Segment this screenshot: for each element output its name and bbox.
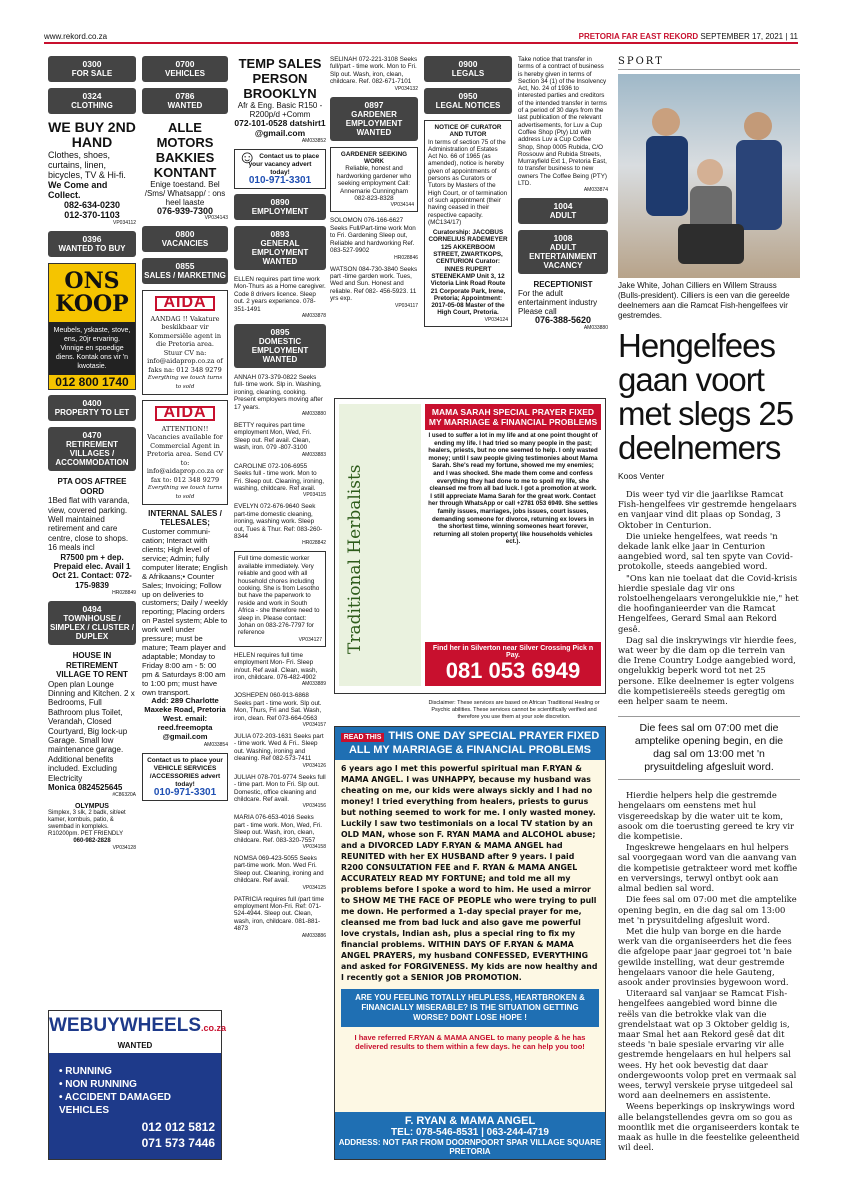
- category-header: 0700 VEHICLES: [142, 56, 228, 82]
- webuywheels-list: • RUNNING • NON RUNNING • ACCIDENT DAMAGED VEHICLES: [59, 1066, 172, 1116]
- aida-logo: AIDA: [155, 406, 214, 421]
- category-header: 1008 ADULT ENTERTAINMENT VACANCY: [518, 230, 608, 274]
- ad-phone[interactable]: 010-971-3301: [153, 786, 217, 798]
- aida-logo: AIDA: [155, 296, 214, 311]
- ad-phone[interactable]: 010-971-3301: [248, 175, 312, 186]
- article-byline: Koos Venter: [618, 471, 665, 481]
- ad-title: WE BUY 2ND HAND: [48, 119, 136, 150]
- category-header: 1004 ADULT: [518, 198, 608, 224]
- publication-name: PRETORIA FAR EAST REKORD: [578, 32, 699, 41]
- sport-article: [618, 56, 800, 1153]
- category-header: 0400 PROPERTY TO LET: [48, 395, 136, 421]
- webuywheels-ad: WEBUYWHEELS.co.za WANTED • RUNNING • NON RUNNING • ACCIDENT DAMAGED VEHICLES 012 012 5812 071 573 7446: [48, 1010, 222, 1160]
- header-right: PRETORIA FAR EAST REKORD SEPTEMBER 17, 2021 | 11: [578, 32, 798, 41]
- classifieds-column-2: [142, 56, 228, 801]
- category-header: 0893 GENERAL EMPLOYMENT WANTED: [234, 226, 326, 270]
- category-header: 0470 RETIREMENT VILLAGES / ACCOMMODATION: [48, 427, 136, 471]
- category-header: 0897 GARDENER EMPLOYMENT WANTED: [330, 97, 418, 141]
- classified-ad: HOUSE IN RETIREMENT VILLAGE TO RENT Open plan Lounge Dinning and Kitchen. 2 x Bedrooms, Full Bathroom plus Toilet, Verandah, Closed Courtyard, Big lock-up Garage. Small low maintenance garage. Additional benefits included. Excluding Electricity Monica 0824525645 #C86320A: [48, 651, 136, 799]
- category-header: 0494 TOWNHOUSE / SIMPLEX / CLUSTER / DUPLEX: [48, 601, 136, 645]
- classified-ad: INTERNAL SALES / TELESALES; Customer communi-cation; Interact with clients; High level of service; Admin; fully computer literate; English & Afrikaans;• Counter Sales; Invoicing; Follow up on deliveries to customers; Daily / weekly reporting; Placing orders on Pastel system; Able to work well under pressure; must be mature; Team player and adaptable; Monday to Friday 8:00 am - 5: 00 pm & Saturdays 8:00 am to 1:00 pm; must have own transport. Add: 289 Charlotte Maxeke Road, Pretoria West. email: reed.freemopta @gmail.com AM033854: [142, 509, 228, 748]
- place-advert-box: ☺ Contact us to place your vacancy advert today! 010-971-3301: [234, 149, 326, 189]
- category-header: 0786 WANTED: [142, 88, 228, 114]
- mascot-icon: ☺: [238, 147, 257, 167]
- category-header: 0800 VACANCIES: [142, 226, 228, 252]
- classified-ad: PTA OOS AFTREE OORD 1Bed flat with varanda, view, covered parking. Well maintained retirement and care centre, close to shops. 16 meals incl R7500 pm + dep. Prepaid elec. Avail 1 Oct 21. Contact: 072-175-9839 HR028849: [48, 477, 136, 597]
- classifieds-column-6: Take notice that transfer in terms of a contract of business is hereby given in terms of Section 34 (1) of the Insolvency Act, No. 24 of 1936 to interested parties and creditors of the intended transfer in terms of a period of 30 days from the last publication of the relevant advertisements, for Luv a Cup Coffee Shop (Pty) Ltd with address Luv a Cup Coffee Shop, Shop 0005 Rubida, C/O Rossouw and Rubida Streets, Murrayfield Ext 1, Pretoria East, to transfer business to new owners The Coffee Being (PTY) LTD. AM033874 1004 ADULT 1008 ADULT ENTERTAINMENT VACANCY RECEPTIONIST For the adult entertainment industry Please call 076-388-5620 AM033880: [518, 56, 608, 332]
- classifieds-column-1: [48, 56, 136, 856]
- ad-phone[interactable]: 081 053 6949: [445, 658, 581, 683]
- category-header: 0855 SALES / MARKETING: [142, 258, 228, 284]
- category-header: 0895 DOMESTIC EMPLOYMENT WANTED: [234, 324, 326, 368]
- classifieds-column-5: 0900 LEGALS 0950 LEGAL NOTICES NOTICE OF CURATOR AND TUTOR In terms of section 75 of the Administration of Estates Act No. 66 of 1965 (as amended), notice is hereby given of appointments of persons as Curators or Tutors by Masters of the High Court, or of termination of such appointment (their having ceased in their respective capacity. (MC134/17) Curatorship: JACOBUS CORNELIUS RADEMEYER 125 AKKERBOOM STREET, ZWARTKOPS, CENTURION Curator: INNES RUPERT STEENEKAMP Unit 3, 12 Victoria Link Road Route 21 Corporate Park, Irene, Pretoria; Appointment: 2017-05-08 Master of the High Court, Pretoria. VP034124: [424, 56, 512, 332]
- classifieds-column-3: TEMP SALES PERSON BROOKLYN Afr & Eng. Basic R150 - R200p/d +Comm 072-101-0528 datshirt1 @gmail.com AM033852 ☺ Contact us to place your vacancy advert today! 010-971-3301 0890 EMPLOYMENT 0893 GENERAL EMPLOYMENT WANTED ELLEN requires part time work Mon-Thurs as a Home caregiver. Code 8 drivers licence. Sleep out. 2 years experience. 078-351-1491 AM033878 0895 DOMESTIC EMPLOYMENT WANTED ANNAH 073-379-0822 Seeks full- time work. Slp in. Washing, ironing, cleaning, cooking. Present employers moving after 17 years. AM033880 BETTY requires part time employment Mon, Wed, Fri. Sleep out. Ref avail. Clean, wash, iron. 079 -807-3100 AM033883 CAROLINE 072-106-6955 Seeks full - time work. Mon to Fri. Sleep out. Cleaning, ironing, washing, childcare. Ref avail. VP034115 EVELYN 072-676-9640 Seek part-time domestic cleaning, ironing, washing work. Sleep out, Tues & Thur. Ref: 083-260-8344 HR028842 Full time domestic worker available immediately. Very reliable and good with all household chores including cooking. She is from Lesotho but have the paperwork to reside and work in South Africa - she therefore need to sleep in. Please contact: Johan on 083-276-7797 for reference VP034127 HELEN requires full time employment Mon- Fri. Sleep in/out. Ref avail. Clean, wash, iron, childcare. 076-482-4902 AM033889 JOSHEPEN 060-913-6868 Seeks part - time work. Slp out. Mon, Thurs, Fri and Sat. Wash, iron, clean. Ref 073-664-0563 VP034157 JULIA 072-203-1631 Seeks part - time work. Wed & Fri.. Sleep out. Washing, ironing and cleaning. Ref 082-573-7411 VP034126 JULIAH 078-701-9774 Seeks full - time part. Mon to Fri. Slp out. Domestic, office cleaning and childcare. Ref avail. VP034156 MARIA 076-653-4016 Seeks part - time work. Mon, Wed, Fri. Sleep out. Wash, iron, clean, childcare. Ref. 083-320-7557 VP034158 NOMSA 069-423-5055 Seeks part-time work. Mon. Wed Fri. Sleep out. Cleaning, ironing and childcare. Ref avail. VP034125 PATRICIA requires full /part time employment Mon-Fri. Ref: 071-524-4944. Sleep out. Clean, wash, iron, childcare. 081-881-4873 AM033886: [234, 56, 326, 939]
- photo-caption: Jake White, Johan Cilliers en Willem Strauss (Bulls-president). Cilliers is een van die gereelde deelnemers aan die Ramcat Fish-hengelfees vir gestremdes.: [618, 281, 790, 320]
- classified-ad: ALLE MOTORS BAKKIES KONTANT Enige toestand. Bel /Sms/ Whatsapp/ : ons heel laaste 076-939-7300 VP034143: [142, 120, 228, 221]
- webuywheels-logo: WEBUYWHEELS.co.za: [49, 1011, 221, 1053]
- place-advert-box: Contact us to place your VEHICLE SERVICES /ACCESSORIES advert today! 010-971-3301: [142, 753, 228, 801]
- article-headline: Hengelfees gaan voort met slegs 25 deelnemers: [618, 327, 794, 466]
- ad-phone[interactable]: 012 012 5812 071 573 7446: [141, 1120, 215, 1150]
- category-header: 0324 CLOTHING: [48, 88, 136, 114]
- aida-ad: AIDA AANDAG !! Vakature beskikbaar vir Kommersiële agent in die Pretoria area. Stuur CV na: info@aidaprop.co.za of faks na: 012 348 9279 Everything we touch turns to sold: [142, 290, 228, 395]
- ad-phone[interactable]: 076-939-7300: [156, 206, 214, 216]
- herbalist-side-panel: Traditional Herbalists: [339, 404, 421, 686]
- classified-ad: TEMP SALES PERSON BROOKLYN Afr & Eng. Basic R150 - R200p/d +Comm 072-101-0528 datshirt1 @gmail.com AM033852: [234, 56, 326, 144]
- classified-ad: OLYMPUS Simplex, 3 slk, 2 badk, sit/eet kamer, kombuis, patio, & swembad in kompleks. R10200pm. PET FRIENDLY 060-982-2828 VP034128: [48, 803, 136, 852]
- issue-date: SEPTEMBER 17, 2021: [700, 32, 784, 41]
- ad-phone[interactable]: 012 800 1740: [49, 375, 135, 389]
- classified-ad: WE BUY 2ND HAND Clothes, shoes, curtains, linen, bicycles, TV & Hi-fi. We Come and Collect. 082-634-0230 012-370-1103 VP034112: [48, 119, 136, 226]
- pull-quote: Die fees sal om 07:00 met die amptelike opening begin, en die dag sal om 13:00 met 'n prysuitdeling afgesluit word.: [618, 716, 800, 780]
- page-number: 11: [789, 32, 798, 41]
- site-url[interactable]: www.rekord.co.za: [44, 32, 108, 41]
- page-header: [44, 30, 798, 44]
- category-header: 0890 EMPLOYMENT: [234, 194, 326, 220]
- ad-phone[interactable]: 082-634-0230 012-370-1103: [63, 200, 121, 220]
- disclaimer: Disclaimer: These services are based on African Traditional Healing or Psychic abilities. These services cannot be scientifically verified and therefore you use them at your sole discretion.: [428, 700, 600, 720]
- herbalist-ad: Traditional Herbalists MAMA SARAH SPECIAL PRAYER FIXED MY MARRIAGE & FINANCIAL PROBLEMS I used to suffer a lot in my life and at one point thought of ending my life. I had tried so many people in the past; healers, priests, but no one seemed to help. I only wasted money; until I saw people giving testimonies about Mama Sarah. She's read my fortune, showed me my enemies; and I was shocked. She made them come and confess everything they had done to me to spoil my life, she cleansed me from all bad luck. I got a promotion at work. I still appreciate Mama Sarah for the great work. Contact her through WhatsApp or call +2781 053 6949. She settles family issues, marriages, jobs issues, court issues, demanding someone for divorce, returning ex lovers in the shortest time, winning someones heart forever, returning all stolen property( like households vehicles ect.). Find her in Silverton near Silver Crossing Pick n Pay. 081 053 6949: [334, 398, 606, 694]
- read-this-badge: READ THIS: [341, 733, 385, 742]
- article-body: Hierdie helpers help die gestremde hengelaars om eenstens met hul visgereedskap by die water uit te kom, asook om die toerusting gereed te kry vir die kompetisie. Ingeskrewe hengelaars en hul helpers sal voorgegaan word van die aanvang van die kompetisie getrakteer word met koffie en verversings, terwyl ontbyt ook aan almal bedien sal word. Die fees sal om 07:00 met die amptelike opening begin, en die dag sal om 13:00 met 'n prysuitdeling afgesluit word. Met die hulp van borge en die harde werk van die organiseerders het die fees die afgelope paar jaar gegroei tot 'n baie gewilde instelling, wat deur gestremde hengelaars vanoor die hele Gauteng, asook ander provinsies bygewoon word. Uiteraard sal vanjaar se Ramcat Fish-hengelfees aangebied word binne die reëls van die betrokke vlak van die grendelstaat wat op 3 Oktober geldig is, maar Smal het aan Rekord gesê dat dit steeds 'n baie spesiale ervaring vir alle gestremde hengelaars en hul helpers sal wees. Hy het ook bevestig dat daar ondergewoonts volop pret en vermaak sal wees, terwyl verskeie pryse uitgedeel sal word aan deelnemers en assistente. Weens beperkings op inskrywings word alle belangstellendes gevra om so gou as moontlik met die organiseerders kontak te maak as hulle in die feestelike geleentheid wil deel.: [618, 790, 800, 1153]
- category-header: 0396 WANTED TO BUY: [48, 231, 136, 257]
- ad-phone[interactable]: TEL: 078-546-8531 | 063-244-4719: [391, 1127, 549, 1138]
- ryan-angel-ad: READ THIS THIS ONE DAY SPECIAL PRAYER FIXED ALL MY MARRIAGE & FINANCIAL PROBLEMS 6 years ago I met this powerful spiritual man F.RYAN & MAMA ANGEL. I was UNHAPPY, because my husband was cheating on me, our kids were always sickly and I had no money! I tried everything from healers, priests to gurus but nothing seemed to work for me. I only wasted money. Luckily I saw two testimonials on a local TV station by an OLD MAN, whose son F. RYAN MAMA and ALCOHOL abuse; and a DIVORCED LADY F.RYAN & MAMA ANGEL had REUNITED with her EX HUSBAND after 9 years. I paid R200 CONSULTATION FEE and F. RYAN & MAMA ANGEL ACCURATELY READ MY FORTUNE; and told me all my problems before I spoke a word to him. He used a mirror to SHOW ME THE FACE OF PEOPLE who were trying to pull me down. He performed a 1-day special prayer for me, cleansed me from bad luck and also gave me powerful love crystals, Indian ash, plus a special ring to fix my financial problems. WITHIN DAYS OF F.RYAN & MAMA ANGEL PRAYERS, my husband CONFESSED, EVERYTHING and asked for FORGIVENESS. My kids are now healthy and I recently got a SENIOR JOB PROMOTION. ARE YOU FEELING TOTALLY HELPLESS, HEARTBROKEN & FINANCIALLY MISERABLE? IS THE SITUATION GETTING WORSE? DONT LOSE HOPE ! I have referred F.RYAN & MAMA ANGEL to many people & he has delivered results to them within a few days. he can help you too! F. RYAN & MAMA ANGEL TEL: 078-546-8531 | 063-244-4719 ADDRESS: NOT FAR FROM DOORNPOORT SPAR VILLAGE SQUARE PRETORIA: [334, 726, 606, 1160]
- aida-ad: AIDA ATTENTION!! Vacancies available for Commercial Agent in Pretoria area. Send CV to: info@aidaprop.co.za or fax to: 012 348 9279 Everything we touch turns to sold: [142, 400, 228, 505]
- section-label: SPORT: [618, 56, 800, 70]
- category-header: 0950 LEGAL NOTICES: [424, 88, 512, 114]
- classifieds-column-4: SELINAH 072-221-3108 Seeks full/part - time work. Mon to Fri. Slp out. Wash, iron, clean, childcare. Ref. 082-671-7101 VP034132 0897 GARDENER EMPLOYMENT WANTED GARDENER SEEKING WORK Reliable, honest and hardworking gardener who seeking employment Call: Annemarie Cunningham 082-823-8328 VP034144 SOLOMON 076-166-6627 Seeks Full/Part-time work Mon to Fri. Gardening Sleep out, Reliable and hardworking Ref. 083-527-9902 HR028846 WATSON 084-730-3840 Seeks part -time garden work. Tues, Wed and Sun. Honest and reliable. Ref 082- 456-5923. 11 yrs exp. VP034117: [330, 56, 418, 309]
- article-body: Dis weer tyd vir die jaarlikse Ramcat Fish-hengelfees vir gestremde hengelaars en vanjaar vind dit plaas op Sondag, 3 Oktober in Centurion. Die unieke hengelfees, wat reeds 'n dekade lank elke jaar in Centurion aangebied word, sal ten spyte van Covid-protokolle, steeds aangebied word. "Ons kan nie toelaat dat die Covid-krisis hierdie spesiale dag vir ons rolstoelhengelaars verongelukkie nie," het die hoofinganieerder van die Ramcat Hengelfees, Gerard Smal aan Rekord gesê. Dag sal die inskrywings vir hierdie fees, wat weer by die dam op die terrein van die Irene Country Lodge aangebied word, ongelukkig beperk word tot net 25 persone. Elke deelnemer is egter volgens die kompetisiereëls steeds geregtig om een helper saam te neem.: [618, 489, 799, 707]
- article-photo: [618, 74, 800, 278]
- category-header: 0900 LEGALS: [424, 56, 512, 82]
- category-header: 0300 FOR SALE: [48, 56, 136, 82]
- ons-koop-ad: ONS KOOP Meubels, yskaste, stove, ens, 20jr ervaring. Vinnige en spoedige diens. Kontak ons vir 'n kwotasie. 012 800 1740: [48, 263, 136, 390]
